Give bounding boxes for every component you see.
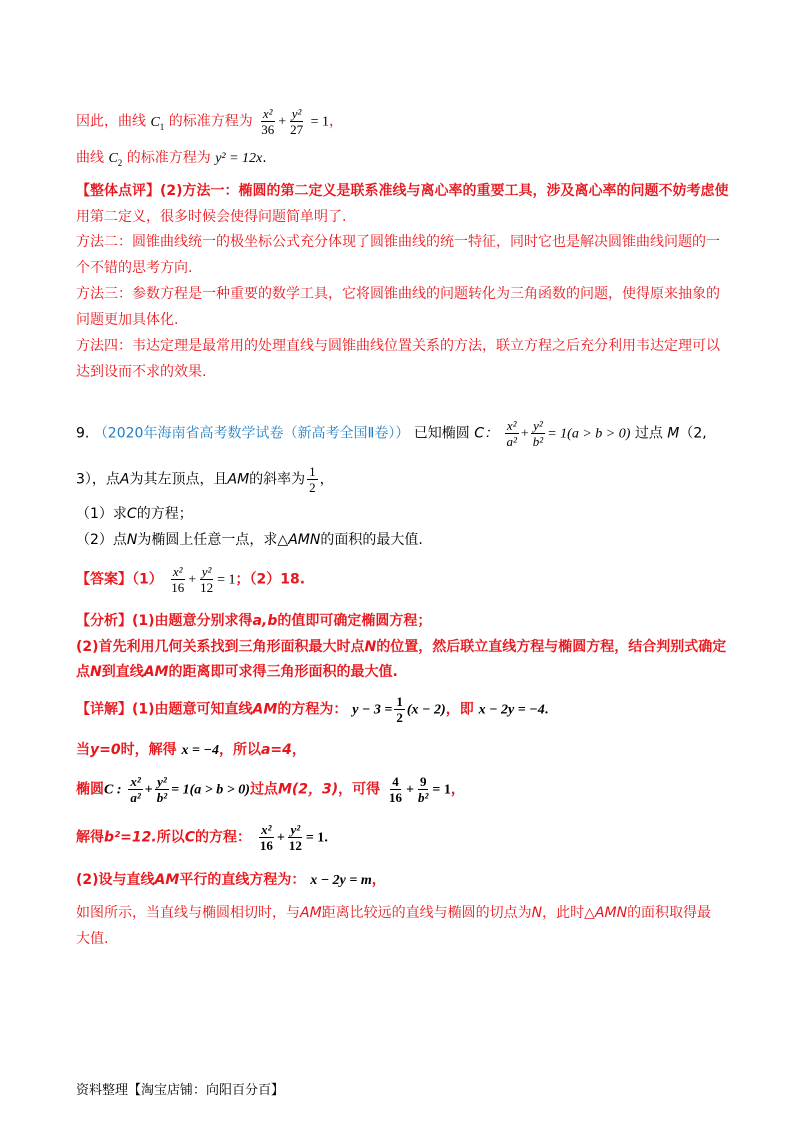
answer: 【答案】（1） $\frac{\text{x²}}{16}$ + $\frac{\text{y²}}{12}$ = 1；（2）18. bbox=[76, 564, 306, 595]
detail-1: 【详解】(1)由题意可知直线AM的方程为： y − 3 = $\frac{1}{2}$ (x − 2)，即 x − 2y = −4. bbox=[76, 694, 549, 725]
question-9: 9. （2020年海南省高考数学试卷（新高考全国Ⅱ卷）） 已知椭圆 C： $\frac{\text{x²}}{\text{a²}}$ + $\frac{\text{y²}}{\text{b²}}$ = 1(a > b > 0) 过点 M（2, bbox=[76, 418, 707, 449]
sub-question-2: （2）点N为椭圆上任意一点，求△AMN的面积的最大值. bbox=[76, 532, 423, 548]
text: 因此，曲线 bbox=[76, 113, 146, 130]
sub-question-1: （1）求C的方程； bbox=[76, 506, 193, 522]
fraction: $\frac{\text{x²}}{36}$ bbox=[261, 106, 275, 137]
analysis-3: 点N到直线AM的距离即可求得三角形面积的最大值. bbox=[76, 664, 398, 680]
detail-4: 解得b²=12.所以C的方程： $\frac{\text{x²}}{16}$ + $\frac{\text{y²}}{12}$ = 1. bbox=[76, 822, 328, 853]
summary-line: 用第二定义，很多时候会使得问题简单明了. bbox=[76, 209, 347, 225]
text: 的标准方程为 bbox=[168, 113, 253, 130]
conclusion-c2: 曲线 $C_2$ 的标准方程为 y² = 12x. bbox=[76, 150, 267, 168]
detail-3: 椭圆C : $\frac{\text{x²}}{\text{a²}}$ + $\frac{\text{y²}}{\text{b²}}$ = 1(a > b > 0)过点M(2，3)，可得 $\frac{4}{16}$ + $\frac{9}{\text{b²}}$ = 1， bbox=[76, 774, 465, 805]
summary-line: 达到设而不求的效果. bbox=[76, 364, 207, 380]
detail-7: 大值. bbox=[76, 931, 109, 947]
math-c: $C_1$ bbox=[150, 114, 165, 132]
footer: 资料整理【淘宝店铺：向阳百分百】 bbox=[76, 1083, 285, 1098]
analysis-1: 【分析】(1)由题意分别求得a,b的值即可确定椭圆方程； bbox=[76, 613, 432, 629]
analysis-2: (2)首先利用几何关系找到三角形面积最大时点N的位置，然后联立直线方程与椭圆方程，结合判别式确定 bbox=[76, 639, 727, 655]
detail-5: (2)设与直线AM平行的直线方程为： x − 2y = m， bbox=[76, 872, 386, 888]
question-source: （2020年海南省高考数学试卷（新高考全国Ⅱ卷）） bbox=[93, 425, 410, 442]
summary-line: 方法二：圆锥曲线统一的极坐标公式充分体现了圆锥曲线的统一特征，同时它也是解决圆锥曲线问题的一 bbox=[76, 234, 720, 250]
fraction: $\frac{\text{y²}}{27}$ bbox=[290, 106, 304, 137]
summary-line: 方法四：韦达定理是最常用的处理直线与圆锥曲线位置关系的方法，联立方程之后充分利用韦达定理可以 bbox=[76, 338, 720, 354]
question-9-cont: 3），点A为其左顶点，且AM的斜率为 $\frac{1}{2}$ ， bbox=[76, 464, 334, 495]
conclusion-c1: 因此，曲线 $C_1$ 的标准方程为 $\frac{\text{x²}}{36}$ + $\frac{\text{y²}}{27}$ = 1， bbox=[76, 106, 344, 137]
summary-line: 个不错的思考方向. bbox=[76, 260, 193, 276]
detail-6: 如图所示，当直线与椭圆相切时，与AM距离比较远的直线与椭圆的切点为N，此时△AMN的面积取得最 bbox=[76, 905, 712, 921]
detail-2: 当y=0时，解得 x = −4，所以a=4， bbox=[76, 742, 306, 758]
summary-line: 问题更加具体化. bbox=[76, 312, 179, 328]
summary-line: 【整体点评】(2)方法一：椭圆的第二定义是联系准线与离心率的重要工具，涉及离心率的问题不妨考虑使 bbox=[76, 183, 729, 199]
summary-line: 方法三：参数方程是一种重要的数学工具，它将圆锥曲线的问题转化为三角函数的问题，使得原来抽象的 bbox=[76, 286, 720, 302]
